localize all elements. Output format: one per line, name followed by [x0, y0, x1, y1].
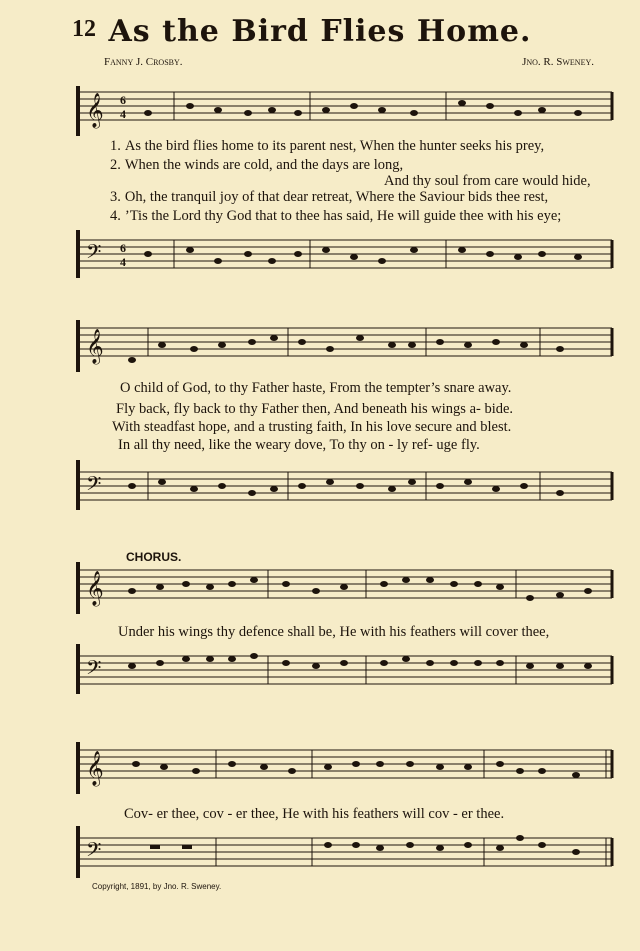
svg-text:𝄢: 𝄢	[86, 242, 102, 268]
verse-2-continuation: And thy soul from care would hide,	[384, 173, 591, 189]
chorus-line-2: Cov- er thee, cov - er thee, He with his feathers will cov - er thee.	[124, 806, 505, 822]
svg-text:4: 4	[120, 255, 126, 269]
verse-4-line-1: 4. ’Tis the Lord thy God that to thee has said, He will guide thee with his eye;	[110, 208, 562, 224]
svg-text:𝄢: 𝄢	[86, 474, 102, 500]
svg-text:𝄞: 𝄞	[86, 94, 104, 127]
verse-3-line-2: With steadfast hope, and a trusting faith, In his love secure and blest.	[112, 419, 512, 435]
verse-3-line-1: 3. Oh, the tranquil joy of that dear retreat, Where the Saviour bids thee rest,	[110, 189, 549, 205]
bass-staff-system-2	[0, 460, 640, 510]
chorus-label: CHORUS.	[126, 550, 182, 564]
svg-text:𝄢: 𝄢	[86, 840, 102, 866]
chorus-line-1: Under his wings thy defence shall be, He with his feathers will cover thee,	[118, 624, 550, 640]
treble-staff-chorus-2	[0, 742, 640, 794]
verse-2-line-2: Fly back, fly back to thy Father then, And beneath his wings a- bide.	[116, 401, 514, 417]
svg-text:𝄞: 𝄞	[86, 330, 104, 363]
verse-1-line-2: O child of God, to thy Father haste, From the tempter’s snare away.	[120, 380, 512, 396]
author-credit: Fanny J. Crosby.	[104, 56, 183, 68]
composer-credit: Jno. R. Sweney.	[522, 56, 594, 68]
verse-1-line-1: 1. As the bird flies home to its parent nest, When the hunter seeks his prey,	[110, 138, 545, 154]
svg-text:6: 6	[120, 241, 126, 255]
verse-4-line-2: In all thy need, like the weary dove, To thy on - ly ref- uge fly.	[118, 437, 480, 453]
svg-text:𝄞: 𝄞	[86, 752, 104, 785]
treble-staff-system-2	[0, 320, 640, 372]
bass-staff-chorus-1	[0, 644, 640, 694]
svg-text:𝄞: 𝄞	[86, 572, 104, 605]
hymn-title: As the Bird Flies Home.	[108, 14, 532, 49]
treble-staff-system-1	[0, 86, 640, 136]
page-number: 12	[72, 16, 96, 42]
treble-staff-chorus-1	[0, 562, 640, 614]
svg-text:𝄢: 𝄢	[86, 658, 102, 684]
bass-staff-chorus-2	[0, 826, 640, 878]
verse-2-line-1: 2. When the winds are cold, and the days are long,	[110, 157, 404, 173]
bass-staff-system-1	[0, 230, 640, 278]
copyright-notice: Copyright, 1891, by Jno. R. Sweney.	[92, 882, 222, 891]
svg-text:6: 6	[120, 93, 126, 107]
svg-text:4: 4	[120, 107, 126, 121]
